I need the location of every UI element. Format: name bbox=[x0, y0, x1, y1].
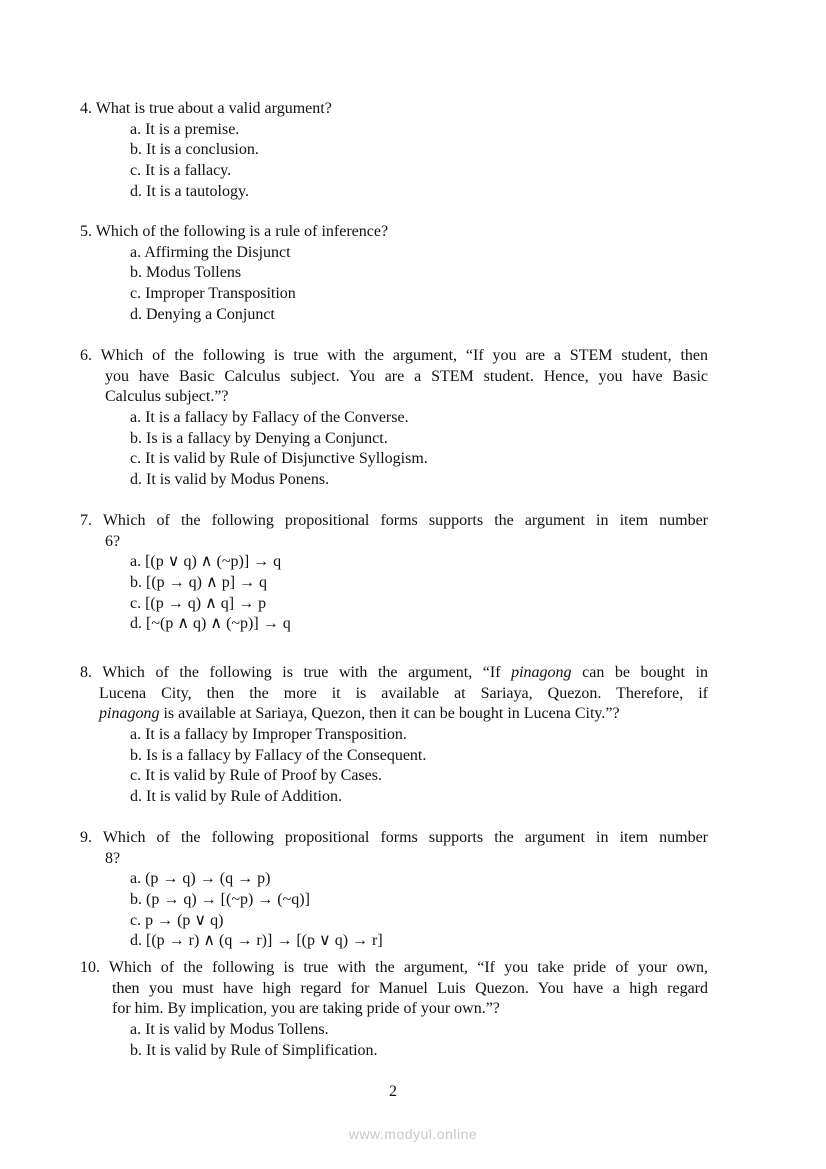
option-d: d. Denying a Conjunct bbox=[130, 305, 275, 323]
option-a: a. It is a premise. bbox=[130, 120, 240, 138]
option-a: a. It is a fallacy by Improper Transposition. bbox=[130, 726, 407, 744]
option-b: b. It is a conclusion. bbox=[130, 141, 259, 159]
question-10 bbox=[80, 958, 708, 1061]
question-stem: 8. Which of the following is true with the argument, “If pinagong can be bought in bbox=[80, 664, 708, 681]
option-a: a. It is valid by Modus Tollens. bbox=[130, 1021, 329, 1039]
option-c: c. [(p → q) ∧ q] → p bbox=[130, 594, 267, 612]
option-a: a. Affirming the Disjunct bbox=[130, 243, 291, 261]
question-8 bbox=[80, 663, 708, 808]
question-stem-line: 6? bbox=[105, 532, 121, 550]
option-b: b. [(p → q) ∧ p] → q bbox=[130, 574, 268, 592]
question-6 bbox=[80, 346, 708, 491]
question-stem-line: then you must have high regard for Manuel Luis Quezon. You have a high regard bbox=[112, 979, 708, 997]
question-stem-line: you have Basic Calculus subject. You are a STEM student. Hence, you have Basic bbox=[105, 367, 708, 385]
question-9 bbox=[80, 828, 708, 952]
question-5 bbox=[80, 222, 708, 325]
option-c: c. It is valid by Rule of Proof by Cases. bbox=[130, 767, 382, 785]
watermark: www.modyul.online bbox=[348, 1126, 478, 1142]
question-stem: 10. Which of the following is true with the argument, “If you take pride of your own, bbox=[80, 959, 708, 976]
option-d: d. It is valid by Modus Ponens. bbox=[130, 471, 330, 489]
question-stem: 9. Which of the following propositional forms supports the argument in item number bbox=[80, 829, 708, 846]
option-d: d. It is valid by Rule of Addition. bbox=[130, 788, 342, 806]
option-b: b. Modus Tollens bbox=[130, 264, 242, 282]
question-stem: 7. Which of the following propositional forms supports the argument in item number bbox=[80, 512, 708, 529]
option-a: a. (p → q) → (q → p) bbox=[130, 870, 271, 888]
option-b: b. (p → q) → [(~p) → (~q)] bbox=[130, 891, 310, 909]
option-d: d. [~(p ∧ q) ∧ (~p)] → q bbox=[130, 615, 291, 633]
option-d: d. It is a tautology. bbox=[130, 182, 249, 200]
question-stem-line: Calculus subject.”? bbox=[105, 388, 229, 406]
option-c: c. p → (p ∨ q) bbox=[130, 911, 224, 929]
question-stem-line: pinagong is available at Sariaya, Quezon, then it can be bought in Lucena City.”? bbox=[99, 705, 620, 723]
option-c: c. Improper Transposition bbox=[130, 285, 296, 303]
question-stem-line: for him. By implication, you are taking pride of your own.”? bbox=[112, 1000, 500, 1018]
option-b: b. Is is a fallacy by Denying a Conjunct. bbox=[130, 429, 388, 447]
option-a: a. It is a fallacy by Fallacy of the Converse. bbox=[130, 409, 409, 427]
question-stem: 5. Which of the following is a rule of inference? bbox=[80, 223, 389, 240]
option-c: c. It is a fallacy. bbox=[130, 162, 232, 180]
page-number: 2 bbox=[389, 1083, 397, 1100]
option-c: c. It is valid by Rule of Disjunctive Syllogism. bbox=[130, 450, 428, 468]
option-b: b. Is is a fallacy by Fallacy of the Consequent. bbox=[130, 746, 427, 764]
option-d: d. [(p → r) ∧ (q → r)] → [(p ∨ q) → r] bbox=[130, 932, 383, 950]
question-stem-line: 8? bbox=[105, 849, 121, 867]
option-a: a. [(p ∨ q) ∧ (~p)] → q bbox=[130, 553, 282, 571]
question-4 bbox=[80, 99, 708, 202]
question-stem: 6. Which of the following is true with the argument, “If you are a STEM student, then bbox=[80, 347, 708, 364]
question-7 bbox=[80, 511, 708, 635]
option-b: b. It is valid by Rule of Simplification. bbox=[130, 1041, 378, 1059]
question-stem: 4. What is true about a valid argument? bbox=[80, 100, 332, 117]
question-stem-line: Lucena City, then the more it is available at Sariaya, Quezon. Therefore, if bbox=[99, 684, 708, 702]
